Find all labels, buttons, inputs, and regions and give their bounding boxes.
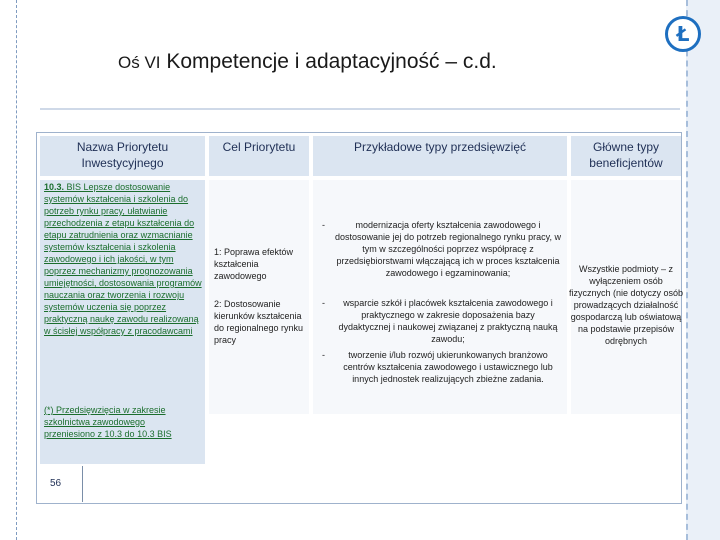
example-item — [322, 219, 562, 279]
example-text: wsparcie szkół i placówek kształcenia zawodowego i praktycznego w zakresie doposażenia bazy dydaktycznej i naukowej związanej z praktyczną nauką zawodu; — [338, 298, 558, 344]
right-side-band — [686, 0, 720, 540]
page-number: 56 — [50, 478, 62, 489]
goal-item: 1: Poprawa efektów kształcenia zawodowego — [214, 247, 294, 281]
title-main: Kompetencje i adaptacyjność – c.d. — [166, 50, 497, 73]
header-priority-goal: Cel Priorytetu — [209, 136, 309, 176]
example-item — [322, 349, 562, 385]
left-border-dashed — [16, 0, 17, 540]
bullet: - — [322, 298, 325, 308]
goal-item: 2: Dostosowanie kierunków kształcenia do regionalnego rynku pracy — [214, 299, 304, 345]
logo-glyph: Ł — [676, 22, 690, 46]
title-divider — [40, 108, 680, 110]
priority-text: BIS Lepsze dostosowanie systemów kształcenia i szkolenia do potrzeb rynku pracy, ułatwianie przechodzenia z etapu kształcenia do etapu zatrudnienia oraz wzmacnianie systemów kształcenia i szkolenia zawodowego i ich jakości, w tym poprzez mechanizmy prognozowania umiejętności, dostosowania programów nauczania oraz tworzenia i rozwoju systemów uczenia się poprzez praktyczną naukę zawodu realizowaną w ścisłej współpracy z pracodawcami — [44, 182, 202, 336]
priority-number: 10.3. — [44, 182, 65, 192]
footer-divider — [82, 466, 83, 502]
beneficiaries-text: Wszystkie podmioty – z wyłączeniem osób fizycznych (nie dotyczy osób prowadzących działalność gospodarczą lub oświatową na podstawie przepisów odrębnych — [568, 264, 684, 346]
priority-note-link[interactable]: (*) Przedsięwzięcia w zakresie szkolnictwa zawodowego przeniesiono z 10.3 do 10.3 BIS — [44, 405, 172, 439]
page-title — [118, 50, 658, 74]
example-item — [322, 297, 562, 345]
priority-link[interactable] — [44, 181, 204, 337]
bullet: - — [322, 350, 325, 360]
bullet: - — [322, 220, 325, 230]
goal-cell — [209, 180, 309, 414]
title-prefix: Oś VI — [118, 53, 161, 72]
example-text: tworzenie i/lub rozwój ukierunkowanych branżowo centrów kształcenia zawodowego i ustawicznego lub innych jednostek realizujących zbieżne zadania. — [343, 350, 553, 384]
header-beneficiaries: Główne typy beneficjentów — [571, 136, 681, 176]
example-text: modernizacja oferty kształcenia zawodowego i dostosowanie jej do potrzeb regionalnego rynku pracy, w tym w szczególności poprzez współpracę z przedsiębiorstwami włączającą ich w proces kształcenia zawodowego i egzaminowania; — [335, 220, 561, 278]
logo-icon — [665, 16, 701, 52]
header-priority-name: Nazwa Priorytetu Inwestycyjnego — [40, 136, 205, 176]
header-example-types: Przykładowe typy przedsięwzięć — [313, 136, 567, 176]
